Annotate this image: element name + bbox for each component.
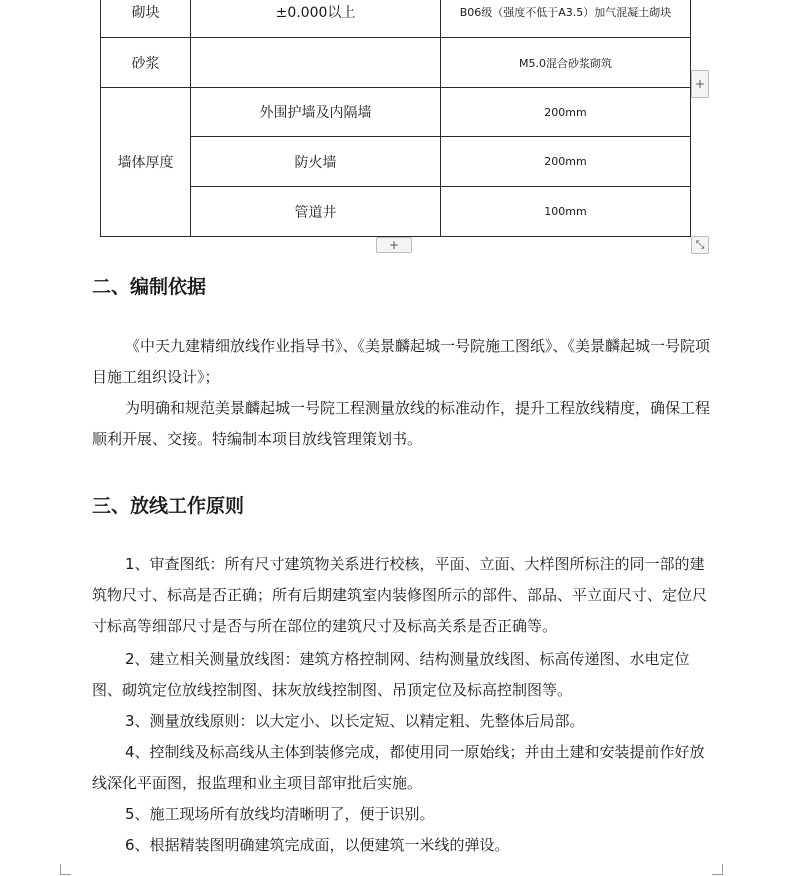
table-cell[interactable]: 砌块 [101, 0, 191, 38]
table-cell[interactable] [191, 38, 441, 88]
table-cell[interactable]: ±0.000以上 [191, 0, 441, 38]
section-heading: 二、编制依据 [92, 276, 207, 298]
paragraph: 4、控制线及标高线从主体到装修完成，都使用同一原始线；并由土建和安装提前作好放线深化平面图，报监理和业主项目部审批后实施。 [92, 743, 705, 792]
page-corner-mark [712, 864, 723, 875]
table-cell[interactable]: 管道井 [191, 187, 441, 237]
table-cell[interactable]: 外围护墙及内隔墙 [191, 88, 441, 137]
table-cell[interactable]: 防火墙 [191, 137, 441, 187]
paragraph: 6、根据精装图明确建筑完成面，以便建筑一米线的弹设。 [125, 836, 510, 854]
table-row [101, 0, 691, 38]
paragraph: 3、测量放线原则：以大定小、以长定短、以精定粗、先整体后局部。 [125, 712, 585, 730]
page-corner-mark [60, 864, 71, 875]
table-cell[interactable]: 200mm [441, 88, 691, 137]
table-row [101, 38, 691, 88]
paragraph: 5、施工现场所有放线均清晰明了，便于识别。 [125, 805, 435, 823]
table-cell[interactable]: 墙体厚度 [101, 88, 191, 237]
table-cell[interactable]: 砂浆 [101, 38, 191, 88]
spec-table [100, 0, 691, 237]
table-cell[interactable]: M5.0混合砂浆砌筑 [441, 38, 691, 88]
table-cell[interactable]: 200mm [441, 137, 691, 187]
paragraph: 1、审查图纸：所有尺寸建筑物关系进行校核，平面、立面、大样图所标注的同一部的建筑物尺寸、标高是否正确；所有后期建筑室内装修图所示的部件、部品、平立面尺寸、定位尺寸标高等细部尺寸是否与所在部位的建筑尺寸及标高关系是否正确等。 [92, 555, 708, 635]
add-column-button[interactable]: + [691, 70, 709, 98]
paragraph: 2、建立相关测量放线图：建筑方格控制网、结构测量放线图、标高传递图、水电定位图、砌筑定位放线控制图、抹灰放线控制图、吊顶定位及标高控制图等。 [92, 650, 690, 699]
table-cell[interactable]: B06级（强度不低于A3.5）加气混凝土砌块 [441, 0, 691, 38]
table-cell[interactable]: 100mm [441, 187, 691, 237]
table-row [101, 88, 691, 137]
table-resize-handle[interactable]: ⤡ [691, 236, 709, 254]
add-row-button[interactable]: + [376, 237, 412, 253]
paragraph: 为明确和规范美景麟起城一号院工程测量放线的标准动作，提升工程放线精度，确保工程顺利开展、交接。特编制本项目放线管理策划书。 [92, 399, 711, 448]
paragraph: 《中天九建精细放线作业指导书》、《美景麟起城一号院施工图纸》、《美景麟起城一号院项目施工组织设计》； [92, 337, 711, 386]
section-heading: 三、放线工作原则 [92, 495, 245, 517]
